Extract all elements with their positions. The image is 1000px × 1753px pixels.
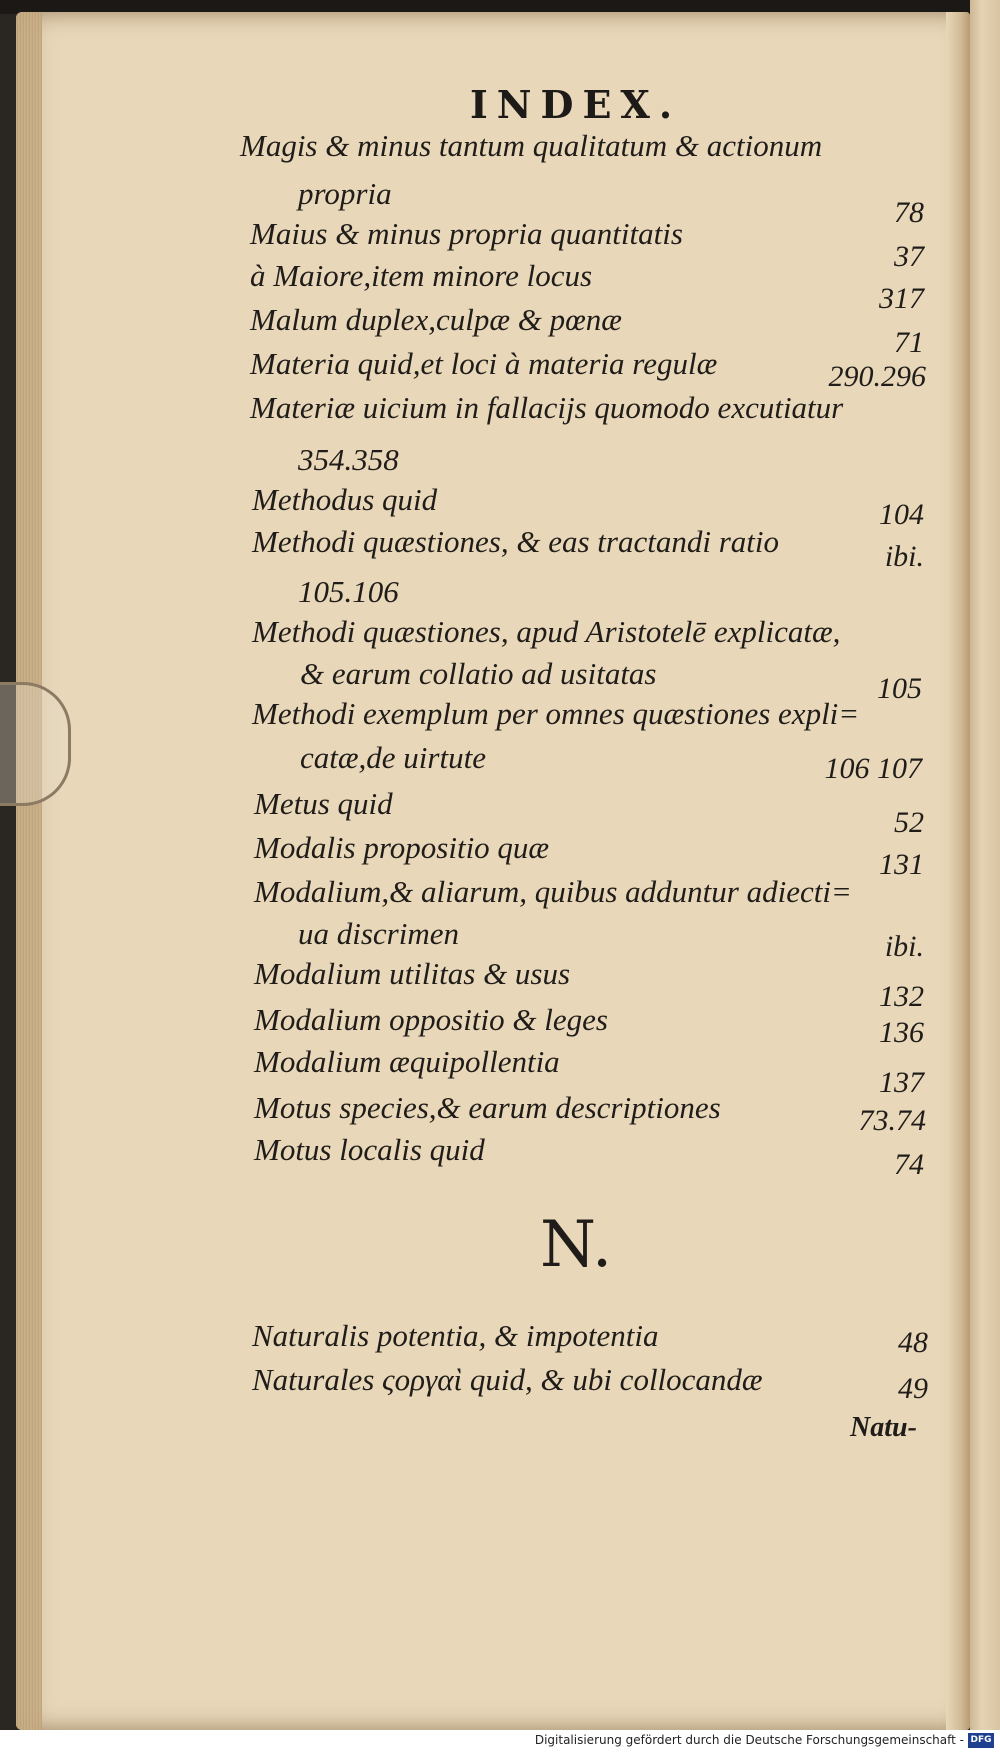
page-reference: 106 107 (824, 752, 922, 785)
page-reference: 105 (877, 672, 922, 705)
index-entry: propria (298, 176, 392, 211)
page-reference: ibi. (884, 930, 924, 963)
page-reference: 71 (894, 326, 924, 359)
index-entry: Modalium oppositio & leges (254, 1002, 608, 1037)
page-reference: 137 (879, 1066, 924, 1099)
index-entry: & earum collatio ad usitatas (300, 656, 657, 691)
page-reference: 131 (879, 848, 924, 881)
page-reference: 104 (879, 498, 924, 531)
index-entry: Methodi quæstiones, & eas tractandi ratio (252, 524, 779, 559)
index-entry: 105.106 (298, 574, 399, 609)
index-heading: INDEX. (470, 82, 682, 127)
index-entry: Modalium,& aliarum, quibus adduntur adiecti= (254, 874, 852, 909)
index-entry: ua discrimen (298, 916, 460, 951)
index-entry: Materia quid,et loci à materia regulæ (250, 346, 718, 381)
section-letter: N. (540, 1208, 613, 1282)
index-entry: Modalium æquipollentia (254, 1044, 560, 1079)
page-reference: 48 (898, 1326, 928, 1359)
index-entry: Maius & minus propria quantitatis (250, 216, 683, 251)
page-reference: 78 (894, 196, 924, 229)
index-entry: Methodi quæstiones, apud Aristotelē explicatæ, (252, 614, 841, 649)
page-reference: 73.74 (858, 1104, 926, 1137)
index-entry: Metus quid (254, 786, 393, 821)
index-entry: Modalis propositio quæ (254, 830, 550, 865)
index-entry: Malum duplex,culpæ & pœnæ (250, 302, 622, 337)
page-reference: 132 (879, 980, 924, 1013)
index-entry: Materiæ uicium in fallacijs quomodo excutiatur (250, 390, 844, 425)
catchword: Natu- (850, 1412, 917, 1443)
funding-credit: Digitalisierung gefördert durch die Deutsche Forschungsgemeinschaft - (534, 1733, 964, 1747)
dfg-logo: DFG (968, 1733, 994, 1748)
index-entry: Modalium utilitas & usus (254, 956, 571, 991)
page-reference: ibi. (884, 540, 924, 573)
index-entry: Magis & minus tantum qualitatum & actionum (240, 128, 823, 163)
index-entry: à Maiore,item minore locus (250, 258, 593, 293)
index-entry: Naturalis potentia, & impotentia (252, 1318, 659, 1353)
index-entry: Motus species,& earum descriptiones (254, 1090, 721, 1125)
index-entry: Methodus quid (252, 482, 438, 517)
page-reference: 290.296 (828, 360, 926, 393)
index-entry: 354.358 (298, 442, 399, 477)
index-entry: Motus localis quid (254, 1132, 485, 1167)
page-reference: 52 (894, 806, 924, 839)
footer-bar (0, 1730, 1000, 1753)
index-entry: catæ,de uirtute (300, 740, 486, 775)
index-entry: Methodi exemplum per omnes quæstiones expli= (252, 696, 860, 731)
page-reference: 49 (898, 1372, 928, 1405)
page-reference: 37 (894, 240, 924, 273)
page-reference: 136 (879, 1016, 924, 1049)
page-reference: 74 (894, 1148, 924, 1181)
page-reference: 317 (879, 282, 924, 315)
index-entry: Naturales ςοργαὶ quid, & ubi collocandæ (252, 1362, 763, 1397)
